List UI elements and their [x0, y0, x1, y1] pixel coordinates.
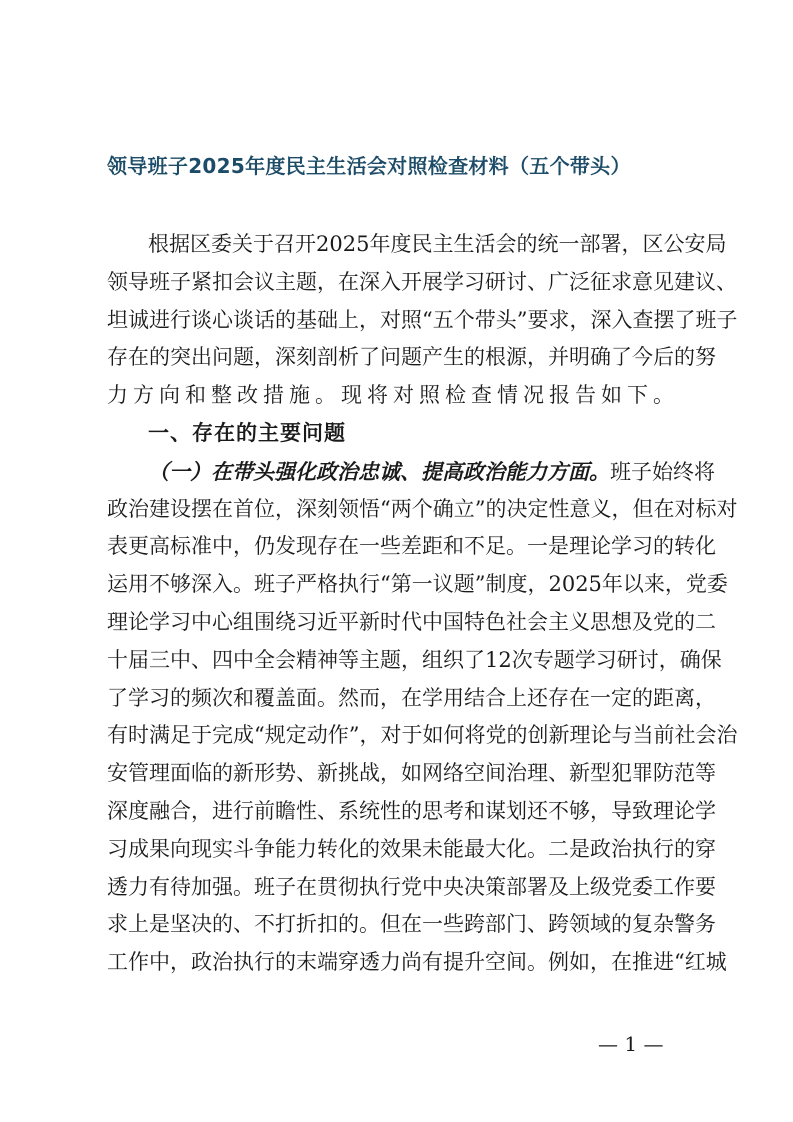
- paragraph-line: 工作中，政治执行的末端穿透力尚有提升空间。例如，在推进“红城: [107, 950, 727, 975]
- paragraph-text: 班子始终将: [610, 459, 715, 484]
- paragraph-line: 力方向和整改措施。现将对照检查情况报告如下。: [107, 383, 679, 408]
- paragraph-line: 求上是坚决的、不打折扣的。但在一些跨部门、跨领域的复杂警务: [107, 912, 716, 937]
- paragraph-line: 政治建设摆在首位，深刻领悟“两个确立”的决定性意义，但在对标对: [107, 496, 738, 521]
- paragraph-line: 深度融合，进行前瞻性、系统性的思考和谋划还不够，导致理论学: [107, 798, 716, 823]
- paragraph-line: 领导班子紧扣会议主题，在深入开展学习研讨、广泛征求意见建议、: [107, 269, 737, 294]
- paragraph-line: 理论学习中心组围绕习近平新时代中国特色社会主义思想及党的二: [107, 609, 716, 634]
- paragraph-line: 存在的突出问题，深刻剖析了问题产生的根源，并明确了今后的努: [107, 345, 716, 370]
- paragraph-line: 习成果向现实斗争能力转化的效果未能最大化。二是政治执行的穿: [107, 836, 716, 861]
- paragraph-line: 运用不够深入。班子严格执行“第一议题”制度，2025年以来，党委: [107, 572, 728, 597]
- paragraph-line: 坦诚进行谈心谈话的基础上，对照“五个带头”要求，深入查摆了班子: [107, 307, 738, 332]
- paragraph-line: 了学习的频次和覆盖面。然而，在学用结合上还存在一定的距离，: [107, 685, 716, 710]
- document-body: [107, 226, 738, 982]
- paragraph-line: 透力有待加强。班子在贯彻执行党中央决策部署及上级党委工作要: [107, 874, 716, 899]
- paragraph-line: 有时满足于完成“规定动作”，对于如何将党的创新理论与当前社会治: [107, 723, 738, 748]
- page-number: — 1 —: [598, 1032, 664, 1056]
- paragraph-line: 安管理面临的新形势、新挑战，如网络空间治理、新型犯罪防范等: [107, 761, 716, 786]
- subsection-lead: （一）在带头强化政治忠诚、提高政治能力方面。: [148, 458, 610, 484]
- paragraph-line: [107, 453, 715, 491]
- document-title: 领导班子2025年度民主生活会对照检查材料（五个带头）: [107, 154, 631, 178]
- paragraph-line: 根据区委关于召开2025年度民主生活会的统一部署，区公安局: [148, 232, 727, 256]
- section-heading: 一、存在的主要问题: [148, 420, 346, 445]
- paragraph-line: 十届三中、四中全会精神等主题，组织了12次专题学习研讨，确保: [107, 647, 722, 672]
- paragraph-line: 表更高标准中，仍发现存在一些差距和不足。一是理论学习的转化: [107, 534, 716, 559]
